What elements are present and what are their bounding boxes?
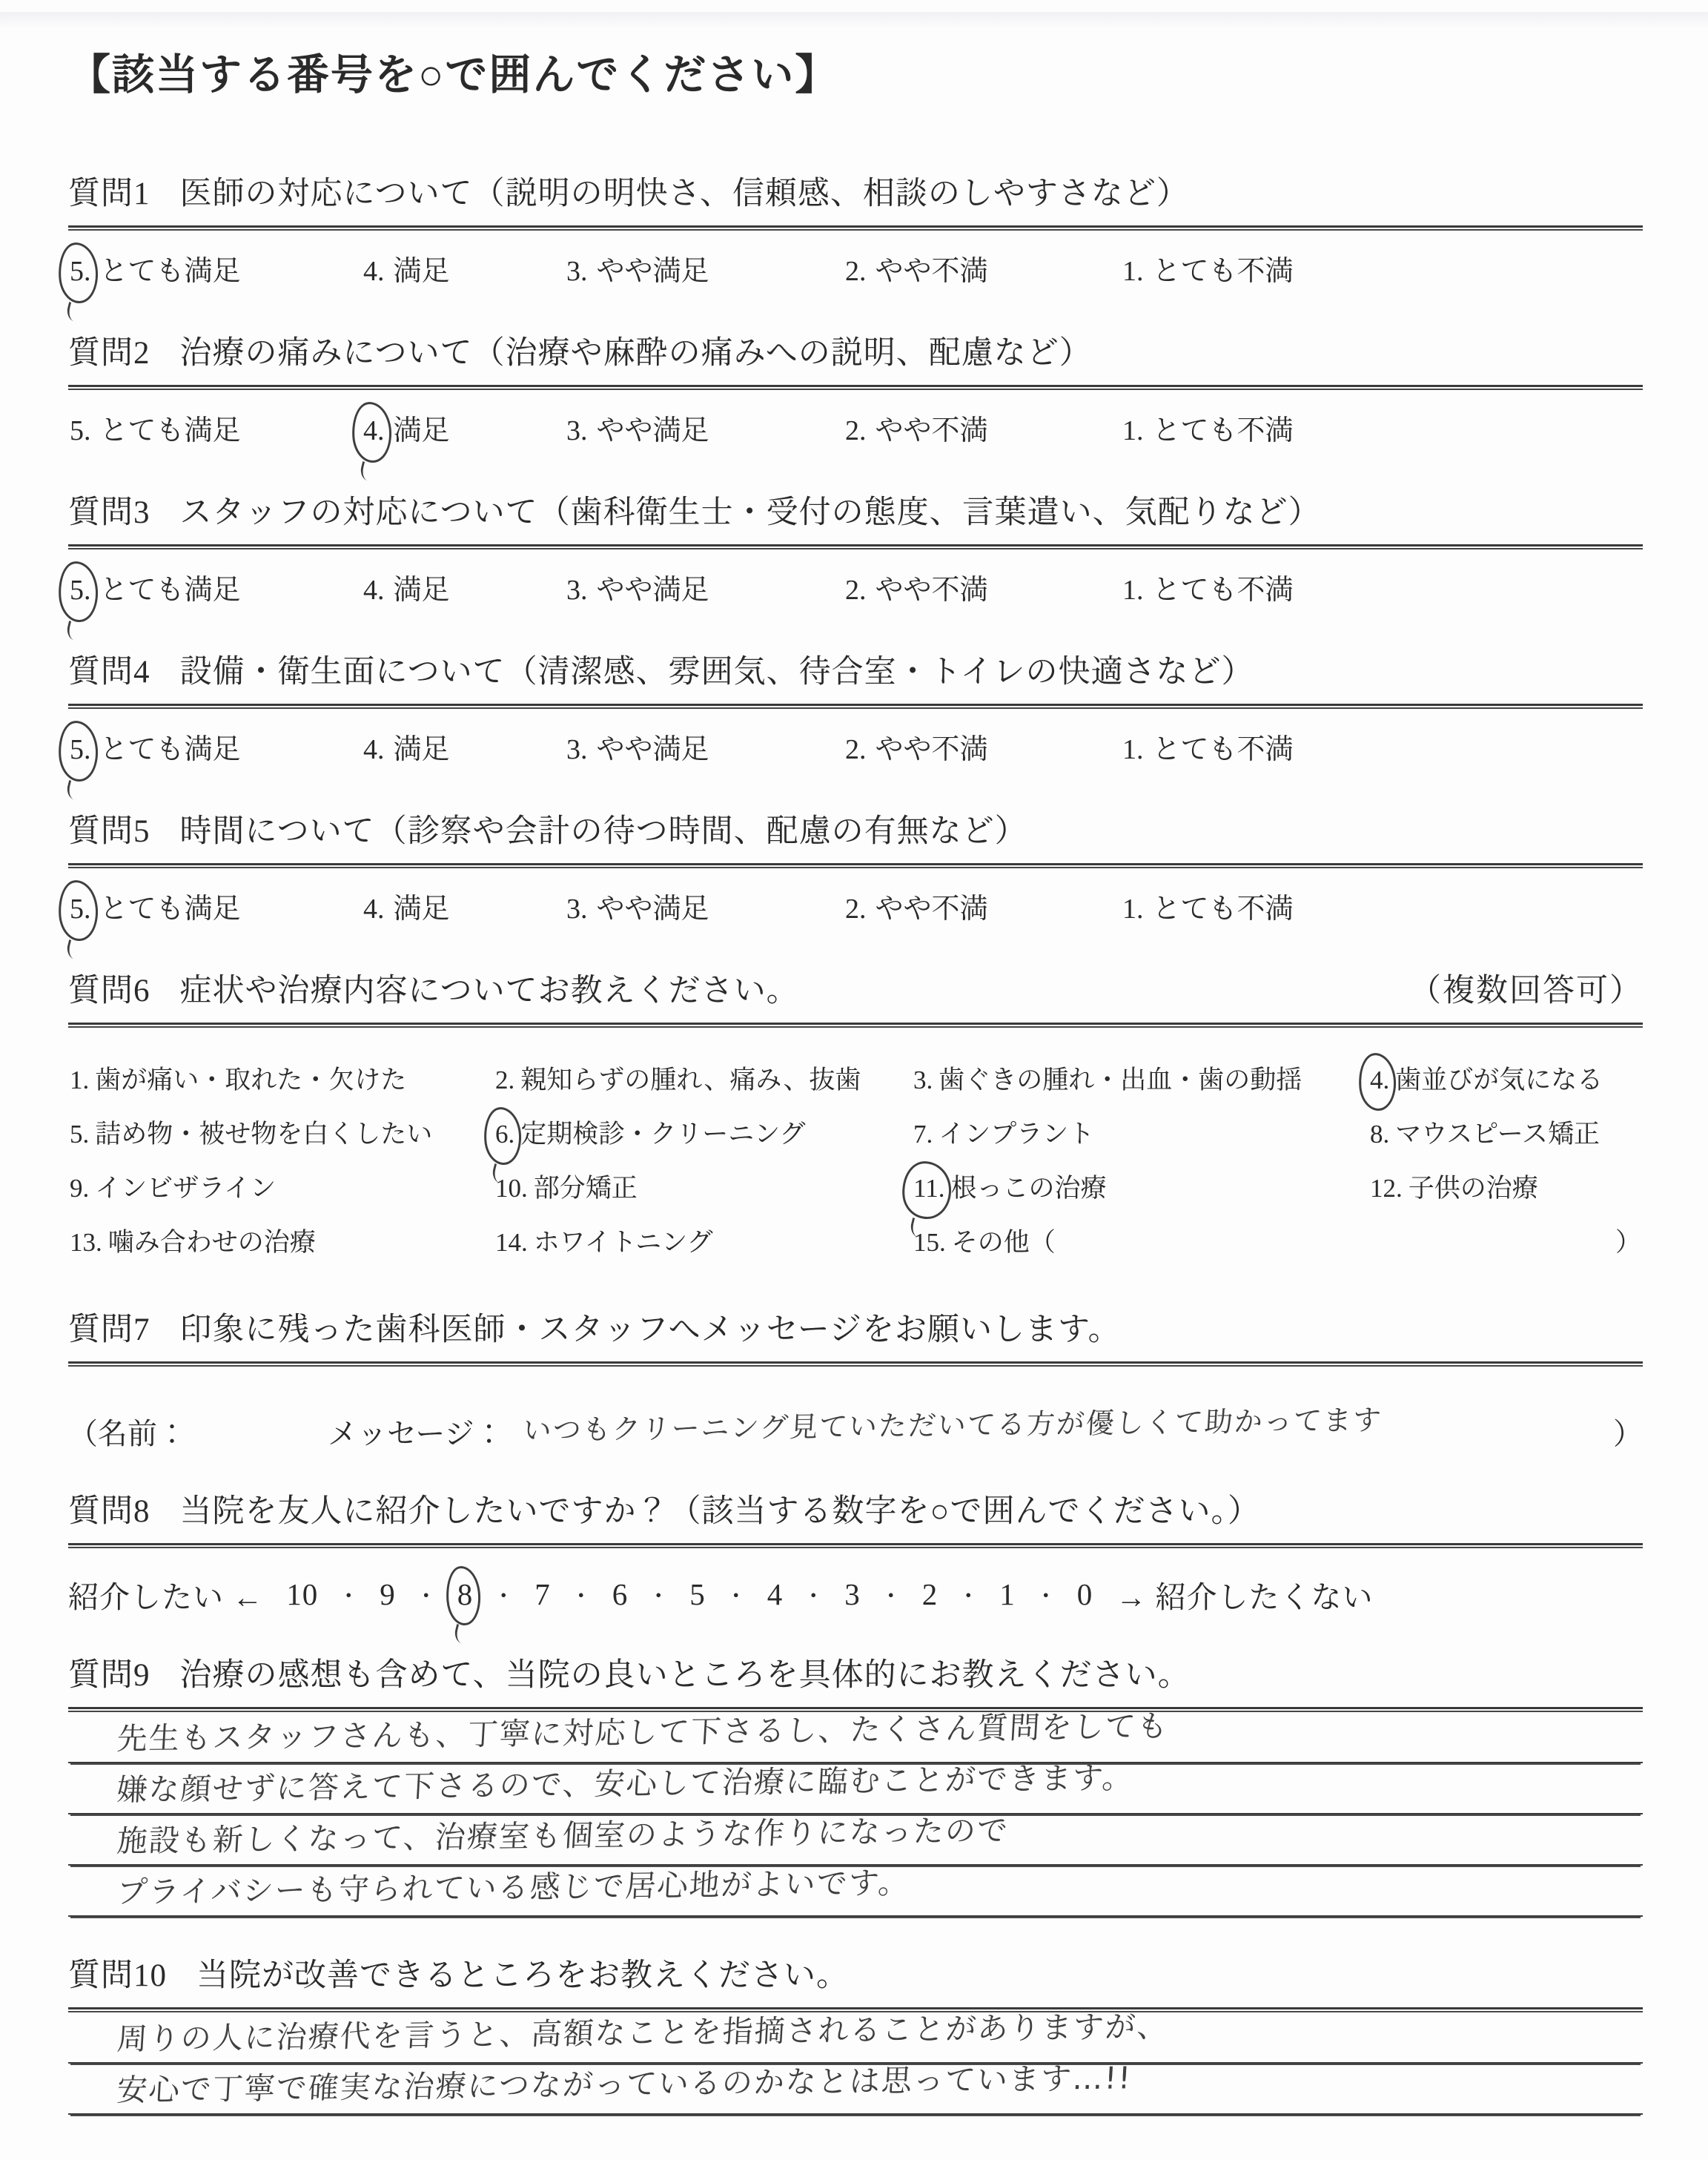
divider-line (68, 385, 1643, 390)
handwritten-text: プライバシーも守られている感じで居心地がよいです。 (116, 1864, 911, 1910)
question-3-option-2 (845, 572, 988, 609)
question-5-option-1 (1122, 891, 1294, 928)
page-title: 【該当する番号を○で囲んでください】 (68, 52, 839, 99)
question-4-option-5 (70, 731, 241, 768)
question-6-title: 症状や治療内容についてお教えください。 (179, 974, 799, 1008)
message-field-label: メッセージ： (328, 1417, 504, 1450)
question-5-heading (68, 813, 1643, 851)
q6-item-14 (495, 1226, 713, 1260)
q6-item-3 (913, 1063, 1302, 1097)
question-3-options (68, 572, 1643, 613)
option-label: とても不満 (1152, 575, 1294, 606)
divider-line (68, 225, 1643, 231)
option-label: 満足 (393, 734, 450, 765)
question-10-answer-area (68, 2008, 1643, 2160)
nps-number-6: 6 (612, 1577, 629, 1611)
item-label: ホワイトニング (533, 1228, 713, 1257)
question-5-label: 質問5 (68, 814, 150, 849)
nps-number-9: 9 (380, 1577, 396, 1611)
option-number: 4. (363, 256, 385, 287)
option-number: 3. (566, 575, 588, 606)
divider-line (68, 1023, 1643, 1028)
q6-item-1 (70, 1063, 406, 1097)
item-label: 歯並びが気になる (1395, 1066, 1603, 1094)
option-label: 満足 (393, 256, 450, 287)
question-1-option-2 (845, 253, 988, 290)
item-label: 子供の治療 (1408, 1174, 1538, 1203)
question-1 (68, 175, 1643, 294)
nps-dot: ・ (802, 1585, 826, 1609)
selection-circle: 5. (70, 572, 91, 609)
answer-line (68, 2060, 1643, 2115)
handwritten-text: 嫌な顔せずに答えて下さるので、安心して治療に臨むことができます。 (116, 1760, 1135, 1808)
q6-item-9 (70, 1172, 276, 1206)
question-4-option-1 (1122, 731, 1294, 768)
option-label: やや満足 (596, 575, 709, 606)
selection-circle: 5. (70, 253, 91, 290)
question-10-label: 質問10 (68, 1958, 167, 1993)
question-8-title: 当院を友人に紹介したいですか？（該当する数字を○で囲んでください。） (179, 1494, 1260, 1529)
question-6 (68, 972, 1643, 1271)
question-7-label: 質問7 (68, 1312, 150, 1347)
item-number: 9. (70, 1174, 90, 1203)
selection-circle: 5. (70, 731, 91, 768)
item-number: 3. (913, 1066, 933, 1094)
option-label: とても満足 (99, 256, 241, 287)
option-number: 2. (845, 575, 867, 606)
option-number: 1. (1122, 575, 1144, 606)
q6-item-4 (1370, 1063, 1603, 1097)
option-label: とても満足 (99, 575, 241, 606)
nps-scale (68, 1572, 1643, 1616)
question-4-label: 質問4 (68, 655, 150, 690)
nps-dot: ・ (879, 1585, 903, 1609)
question-3-option-5 (70, 572, 241, 609)
q6-item-6 (495, 1117, 806, 1152)
q6-item-8 (1370, 1117, 1600, 1152)
question-1-options (68, 253, 1643, 294)
q6-item-11 (913, 1172, 1106, 1206)
item-label: その他（ (951, 1228, 1056, 1257)
nps-dot: ・ (724, 1585, 748, 1609)
question-6-row-4 (68, 1217, 1643, 1271)
nps-dot: ・ (647, 1585, 671, 1609)
selection-circle: 6. (495, 1117, 514, 1152)
question-6-row-3 (68, 1163, 1643, 1217)
q6-item-12 (1370, 1172, 1538, 1206)
option-label: やや不満 (875, 734, 988, 765)
question-3 (68, 494, 1643, 613)
question-4-title: 設備・衛生面について（清潔感、雰囲気、待合室・トイレの快適さなど） (179, 655, 1254, 690)
question-3-option-4 (363, 572, 450, 609)
question-3-option-1 (1122, 572, 1294, 609)
option-number: 2. (845, 894, 867, 925)
q6-item-13 (70, 1226, 316, 1260)
question-6-row-2 (68, 1109, 1643, 1163)
option-number: 3. (566, 894, 588, 925)
item-number: 13. (70, 1228, 102, 1257)
question-5-option-3 (566, 891, 709, 928)
question-1-option-3 (566, 253, 709, 290)
item-label: 歯ぐきの腫れ・出血・歯の動揺 (939, 1066, 1302, 1094)
selection-circle: 4. (363, 412, 385, 449)
question-4-heading (68, 653, 1643, 692)
q6-item-2 (495, 1063, 861, 1097)
question-3-option-3 (566, 572, 709, 609)
question-5-option-4 (363, 891, 450, 928)
option-number: 4. (363, 894, 385, 925)
nps-number-5: 5 (689, 1577, 706, 1611)
option-number: 1. (1122, 894, 1144, 925)
nps-dot: ・ (414, 1585, 438, 1609)
question-5-option-5 (70, 891, 241, 928)
option-label: とても満足 (99, 415, 241, 446)
option-label: やや不満 (875, 575, 988, 606)
item-label: 定期検診・クリーニング (520, 1120, 806, 1149)
option-label: やや不満 (875, 894, 988, 925)
item-number: 14. (495, 1228, 528, 1257)
question-10-title: 当院が改善できるところをお教えください。 (196, 1958, 849, 1993)
handwritten-text: 先生もスタッフさんも、丁寧に対応して下さるし、たくさん質問をしても (116, 1708, 1171, 1757)
option-label: やや満足 (596, 894, 709, 925)
option-label: とても不満 (1152, 894, 1294, 925)
question-9-answer-area (68, 1708, 1643, 1917)
nps-dot: ・ (957, 1585, 981, 1609)
item-label: マウスピース矯正 (1395, 1120, 1601, 1149)
nps-number-8-selected: 8 (457, 1577, 474, 1611)
handwritten-text: 安心で丁寧で確実な治療につながっているのかなとは思っています…!! (116, 2060, 1133, 2108)
selection-circle: 5. (70, 891, 91, 928)
nps-dot: ・ (569, 1585, 593, 1609)
question-2-title: 治療の痛みについて（治療や麻酔の痛みへの説明、配慮など） (179, 336, 1092, 371)
nps-number-10: 10 (286, 1577, 319, 1611)
option-label: 満足 (393, 575, 450, 606)
answer-line (68, 1866, 1643, 1917)
question-2-option-5 (70, 412, 241, 449)
question-7 (68, 1311, 1643, 1453)
question-2-heading (68, 334, 1643, 373)
option-number: 2. (845, 415, 867, 446)
nps-left-label: 紹介したい ← (68, 1579, 264, 1614)
option-label: とても満足 (99, 894, 241, 925)
option-label: とても不満 (1152, 415, 1294, 446)
question-4 (68, 653, 1643, 773)
question-7-heading (68, 1311, 1643, 1350)
nps-dot: ・ (337, 1585, 361, 1609)
question-1-option-5 (70, 253, 241, 290)
option-number: 1. (1122, 256, 1144, 287)
question-6-heading (68, 972, 1643, 1011)
item-label: インビザライン (95, 1174, 277, 1203)
item-number: 2. (495, 1066, 515, 1094)
option-number: 2. (845, 256, 867, 287)
item-number: 12. (1370, 1174, 1403, 1203)
question-7-title: 印象に残った歯科医師・スタッフへメッセージをお願いします。 (179, 1312, 1121, 1347)
question-8 (68, 1493, 1643, 1616)
nps-dot: ・ (492, 1585, 516, 1609)
question-6-label: 質問6 (68, 974, 150, 1008)
question-10-heading (68, 1957, 1643, 1995)
question-7-answer-line (68, 1389, 1643, 1453)
item-number: 1. (70, 1066, 90, 1094)
option-label: やや不満 (875, 415, 988, 446)
option-number: 3. (566, 256, 588, 287)
question-2-option-3 (566, 412, 709, 449)
question-4-options (68, 731, 1643, 773)
option-label: やや満足 (596, 415, 709, 446)
option-label: やや不満 (875, 256, 988, 287)
selection-circle: 11. (913, 1172, 944, 1206)
option-number: 3. (566, 415, 588, 446)
answer-line (68, 1814, 1643, 1866)
question-1-heading (68, 175, 1643, 214)
option-number: 1. (1122, 415, 1144, 446)
handwritten-text: 周りの人に治療代を言うと、高額なことを指摘されることがありますが、 (116, 2008, 1171, 2057)
question-6-row-1 (68, 1054, 1643, 1109)
question-9-heading (68, 1657, 1643, 1695)
question-9-label: 質問9 (68, 1658, 150, 1693)
option-number: 2. (845, 734, 867, 765)
question-2-option-1 (1122, 412, 1294, 449)
question-8-heading (68, 1493, 1643, 1531)
answer-line-empty (68, 2115, 1643, 2160)
option-number: 4. (363, 734, 385, 765)
divider-line (68, 1543, 1643, 1548)
nps-number-4: 4 (767, 1577, 784, 1611)
question-2-label: 質問2 (68, 336, 150, 371)
nps-number-1: 1 (999, 1577, 1016, 1611)
divider-line (68, 544, 1643, 549)
answer-line (68, 1760, 1643, 1814)
question-4-option-4 (363, 731, 450, 768)
question-1-option-1 (1122, 253, 1294, 290)
item-label: 歯が痛い・取れた・欠けた (95, 1066, 407, 1094)
item-number: 8. (1370, 1120, 1390, 1149)
nps-number-2: 2 (921, 1577, 939, 1611)
question-9-title: 治療の感想も含めて、当院の良いところを具体的にお教えください。 (179, 1658, 1191, 1693)
option-number: 1. (1122, 734, 1144, 765)
option-number: 3. (566, 734, 588, 765)
item-number: 15. (913, 1228, 946, 1257)
option-label: やや満足 (596, 734, 709, 765)
close-paren: ） (1613, 1417, 1643, 1450)
item-label: 部分矯正 (533, 1174, 638, 1203)
nps-number-7: 7 (534, 1577, 551, 1611)
nps-right-label: → 紹介したくない (1116, 1579, 1374, 1614)
question-1-option-4 (363, 253, 450, 290)
question-9 (68, 1657, 1643, 1917)
nps-number-3: 3 (844, 1577, 861, 1611)
item-label: 根っこの治療 (950, 1174, 1107, 1203)
handwritten-message: いつもクリーニング見ていただいてる方が優しくて助かってます (522, 1403, 1383, 1447)
q6-item-10 (495, 1172, 638, 1206)
item-label: インプラント (939, 1120, 1095, 1149)
option-label: とても不満 (1152, 256, 1294, 287)
handwritten-text: 施設も新しくなって、治療室も個室のような作りになったので (116, 1812, 1010, 1859)
item-number: 7. (913, 1120, 933, 1149)
question-3-label: 質問3 (68, 495, 150, 530)
item-number: 5. (70, 1120, 90, 1149)
option-number: 4. (363, 575, 385, 606)
q6-item-15 (913, 1226, 1056, 1260)
question-2-options (68, 412, 1643, 454)
option-label: 満足 (393, 894, 450, 925)
nps-dot: ・ (1034, 1585, 1058, 1609)
question-3-title: スタッフの対応について（歯科衛生士・受付の態度、言葉遣い、気配りなど） (179, 495, 1321, 530)
q6-item-7 (913, 1117, 1094, 1152)
item-label: 噛み合わせの治療 (107, 1228, 316, 1257)
option-label: とても不満 (1152, 734, 1294, 765)
answer-line (68, 2008, 1643, 2064)
q6-item-15-close-paren: ） (1615, 1228, 1641, 1257)
option-number: 5. (70, 415, 91, 446)
question-5-title: 時間について（診察や会計の待つ時間、配慮の有無など） (179, 814, 1027, 849)
option-label: やや満足 (596, 256, 709, 287)
name-field-label: （名前： (68, 1417, 187, 1450)
question-2-option-2 (845, 412, 988, 449)
item-label: 詰め物・被せ物を白くしたい (95, 1120, 433, 1149)
selection-circle: 4. (1370, 1063, 1389, 1097)
question-5-options (68, 891, 1643, 932)
answer-line (68, 1708, 1643, 1763)
question-5-option-2 (845, 891, 988, 928)
question-6-note: （複数回答可） (1409, 974, 1643, 1008)
question-8-label: 質問8 (68, 1494, 150, 1529)
nps-number-0: 0 (1076, 1577, 1093, 1611)
question-5 (68, 813, 1643, 932)
option-label: 満足 (393, 415, 450, 446)
question-4-option-2 (845, 731, 988, 768)
divider-line (68, 1361, 1643, 1367)
question-2-option-4 (363, 412, 450, 449)
question-10 (68, 1957, 1643, 2160)
question-4-option-3 (566, 731, 709, 768)
divider-line (68, 704, 1643, 709)
question-1-label: 質問1 (68, 176, 150, 211)
question-3-heading (68, 494, 1643, 532)
divider-line (68, 863, 1643, 868)
item-number: 10. (495, 1174, 528, 1203)
q6-item-5 (70, 1117, 432, 1152)
question-2 (68, 334, 1643, 454)
item-label: 親知らずの腫れ、痛み、抜歯 (520, 1066, 861, 1094)
question-1-title: 医師の対応について（説明の明快さ、信頼感、相談のしやすさなど） (179, 176, 1189, 211)
option-label: とても満足 (99, 734, 241, 765)
